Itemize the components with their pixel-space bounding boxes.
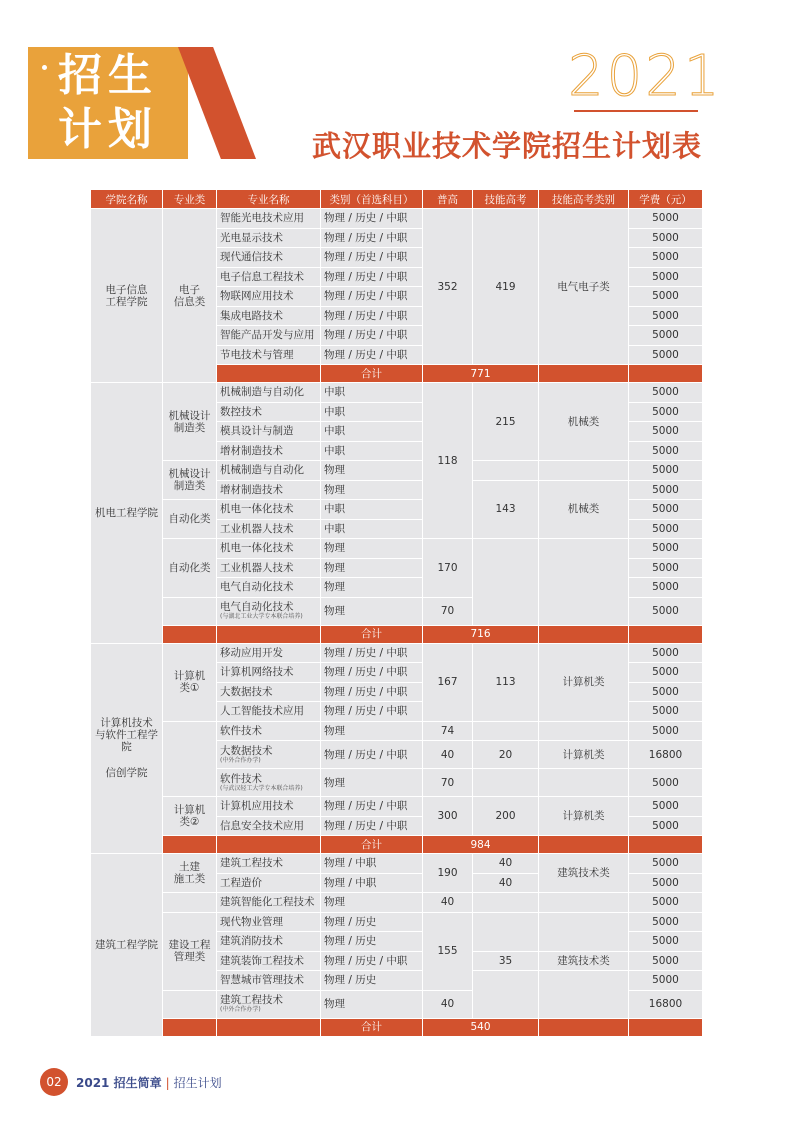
type-cell: 中职 (321, 383, 423, 403)
type-cell: 物理 / 历史 / 中职 (321, 326, 423, 346)
general-quota-cell: 167 (423, 643, 473, 721)
fee-cell: 5000 (629, 682, 703, 702)
empty-cell (539, 836, 629, 854)
general-quota-cell: 170 (423, 539, 473, 598)
table-header-row (91, 190, 703, 209)
fee-cell: 5000 (629, 721, 703, 741)
major-cell (217, 769, 321, 797)
major-cell: 现代通信技术 (217, 248, 321, 268)
general-quota-cell: 352 (423, 209, 473, 365)
subtotal-label: 合计 (321, 625, 423, 643)
fee-cell: 5000 (629, 597, 703, 625)
empty-cell (163, 625, 217, 643)
type-cell: 中职 (321, 500, 423, 520)
enrollment-plan-table (90, 189, 703, 1037)
general-quota-cell: 40 (423, 990, 473, 1018)
empty-cell (539, 721, 629, 741)
subtotal-label: 合计 (321, 1018, 423, 1036)
empty-cell (629, 365, 703, 383)
major-cell: 信息安全技术应用 (217, 816, 321, 836)
fee-cell: 5000 (629, 209, 703, 229)
empty-cell (163, 990, 217, 1018)
major-cell: 现代物业管理 (217, 912, 321, 932)
major-cell: 集成电路技术 (217, 306, 321, 326)
empty-cell (539, 893, 629, 913)
empty-cell (163, 597, 217, 625)
type-cell: 物理 (321, 539, 423, 559)
type-cell: 物理 / 历史 / 中职 (321, 287, 423, 307)
category-cell: 机械设计 制造类 (163, 383, 217, 461)
major-cell: 电气自动化技术 (217, 578, 321, 598)
type-cell: 物理 / 历史 / 中职 (321, 816, 423, 836)
general-quota-cell: 155 (423, 912, 473, 990)
empty-cell (163, 721, 217, 797)
fee-cell: 5000 (629, 383, 703, 403)
type-cell: 物理 (321, 558, 423, 578)
category-cell: 电子 信息类 (163, 209, 217, 383)
major-cell: 智能光电技术应用 (217, 209, 321, 229)
category-cell: 土建 施工类 (163, 854, 217, 893)
major-cell: 模具设计与制造 (217, 422, 321, 442)
table-row (91, 209, 703, 229)
type-cell: 中职 (321, 402, 423, 422)
major-cell: 建筑消防技术 (217, 932, 321, 952)
empty-cell (163, 836, 217, 854)
major-cell: 工业机器人技术 (217, 558, 321, 578)
category-cell: 机械设计 制造类 (163, 461, 217, 500)
empty-cell (539, 912, 629, 951)
type-cell: 物理 / 历史 / 中职 (321, 663, 423, 683)
banner-line1: 招生 (58, 50, 158, 101)
table-row (91, 721, 703, 741)
major-cell: 节电技术与管理 (217, 345, 321, 365)
college-name-secondary: 信创学院 (105, 767, 148, 780)
section-banner (28, 47, 228, 159)
empty-cell (539, 1018, 629, 1036)
type-cell: 物理 / 历史 / 中职 (321, 741, 423, 769)
banner-text (58, 49, 188, 157)
major-cell (217, 597, 321, 625)
skills-quota-cell: 143 (473, 480, 539, 539)
category-cell: 自动化类 (163, 500, 217, 539)
fee-cell: 5000 (629, 971, 703, 991)
fee-cell: 5000 (629, 932, 703, 952)
empty-cell (217, 365, 321, 383)
college-cell (91, 643, 163, 854)
general-quota-cell: 70 (423, 769, 473, 797)
empty-cell (473, 539, 539, 626)
type-cell: 物理 / 历史 / 中职 (321, 345, 423, 365)
footer-caption (76, 1074, 222, 1091)
fee-cell: 5000 (629, 422, 703, 442)
type-cell: 物理 / 历史 / 中职 (321, 797, 423, 817)
empty-cell (163, 1018, 217, 1036)
major-cell: 电子信息工程技术 (217, 267, 321, 287)
college-cell: 建筑工程学院 (91, 854, 163, 1037)
type-cell: 物理 (321, 893, 423, 913)
empty-cell (629, 836, 703, 854)
banner-red-stripe (178, 47, 256, 159)
college-cell: 电子信息 工程学院 (91, 209, 163, 383)
fee-cell: 5000 (629, 345, 703, 365)
major-cell: 光电显示技术 (217, 228, 321, 248)
major-cell: 增材制造技术 (217, 441, 321, 461)
major-name: 电气自动化技术 (220, 601, 294, 613)
skills-quota-cell: 35 (473, 951, 539, 971)
fee-cell: 5000 (629, 797, 703, 817)
major-cell: 增材制造技术 (217, 480, 321, 500)
major-cell: 物联网应用技术 (217, 287, 321, 307)
skills-type-cell: 计算机类 (539, 797, 629, 836)
fee-cell: 5000 (629, 873, 703, 893)
header-skills-exam-type: 技能高考类别 (539, 190, 629, 209)
type-cell: 物理 / 历史 / 中职 (321, 702, 423, 722)
skills-type-cell: 建筑技术类 (539, 854, 629, 893)
type-cell: 物理 / 历史 (321, 932, 423, 952)
type-cell: 中职 (321, 422, 423, 442)
general-quota-cell: 190 (423, 854, 473, 893)
type-cell: 物理 (321, 578, 423, 598)
empty-cell (217, 625, 321, 643)
empty-cell (473, 461, 539, 481)
empty-cell (473, 893, 539, 913)
empty-cell (539, 769, 629, 797)
major-cell: 数控技术 (217, 402, 321, 422)
general-quota-cell: 300 (423, 797, 473, 836)
major-note: (与武汉轻工大学专本联合培养) (220, 784, 303, 792)
footer-section: 招生计划 (173, 1076, 222, 1090)
fee-cell: 5000 (629, 267, 703, 287)
empty-cell (539, 539, 629, 626)
fee-cell: 5000 (629, 578, 703, 598)
skills-type-cell: 计算机类 (539, 643, 629, 721)
type-cell: 物理 (321, 597, 423, 625)
fee-cell: 5000 (629, 480, 703, 500)
type-cell: 物理 / 历史 / 中职 (321, 248, 423, 268)
table-row (91, 854, 703, 874)
type-cell: 物理 / 中职 (321, 854, 423, 874)
fee-cell: 5000 (629, 816, 703, 836)
fee-cell: 16800 (629, 990, 703, 1018)
empty-cell (473, 912, 539, 951)
fee-cell: 5000 (629, 519, 703, 539)
major-cell: 移动应用开发 (217, 643, 321, 663)
fee-cell: 5000 (629, 643, 703, 663)
major-cell: 计算机应用技术 (217, 797, 321, 817)
subtotal-row (91, 836, 703, 854)
subtotal-row (91, 1018, 703, 1036)
major-cell: 工业机器人技术 (217, 519, 321, 539)
major-cell: 智慧城市管理技术 (217, 971, 321, 991)
subtotal-row (91, 625, 703, 643)
type-cell: 物理 / 历史 / 中职 (321, 682, 423, 702)
empty-cell (473, 721, 539, 741)
empty-cell (629, 1018, 703, 1036)
header-tuition: 学费（元） (629, 190, 703, 209)
major-name: 软件技术 (220, 772, 262, 785)
header-major: 专业名称 (217, 190, 321, 209)
skills-type-cell: 机械类 (539, 383, 629, 461)
header-college: 学院名称 (91, 190, 163, 209)
table-row (91, 383, 703, 403)
type-cell: 物理 (321, 461, 423, 481)
subtotal-value: 540 (423, 1018, 539, 1036)
empty-cell (539, 365, 629, 383)
fee-cell: 5000 (629, 912, 703, 932)
general-quota-cell: 118 (423, 383, 473, 539)
header-subject-type: 类别（首选科目） (321, 190, 423, 209)
fee-cell: 5000 (629, 248, 703, 268)
category-cell: 自动化类 (163, 539, 217, 598)
major-note: (与湖北工业大学专本联合培养) (220, 613, 303, 620)
category-cell: 计算机 类② (163, 797, 217, 836)
major-note: (中外合作办学) (220, 1006, 261, 1013)
fee-cell: 5000 (629, 539, 703, 559)
major-cell: 建筑工程技术 (217, 854, 321, 874)
fee-cell: 5000 (629, 893, 703, 913)
general-quota-cell: 70 (423, 597, 473, 625)
major-name: 建筑工程技术 (220, 994, 283, 1006)
skills-quota-cell: 20 (473, 741, 539, 769)
type-cell: 物理 / 中职 (321, 873, 423, 893)
empty-cell (539, 461, 629, 481)
skills-quota-cell: 419 (473, 209, 539, 365)
fee-cell: 5000 (629, 663, 703, 683)
subtotal-value: 984 (423, 836, 539, 854)
skills-type-cell: 机械类 (539, 480, 629, 539)
banner-bullet (42, 65, 47, 70)
type-cell: 物理 (321, 769, 423, 797)
skills-quota-cell: 215 (473, 383, 539, 461)
major-cell: 人工智能技术应用 (217, 702, 321, 722)
type-cell: 物理 (321, 480, 423, 500)
general-quota-cell: 40 (423, 741, 473, 769)
header-category: 专业类 (163, 190, 217, 209)
college-name: 计算机技术 与软件工程学院 (95, 717, 158, 754)
footer-brochure: 2021 招生简章 (76, 1076, 162, 1090)
table-row (91, 461, 703, 481)
header-general-high-school: 普高 (423, 190, 473, 209)
year-heading: 2021 (568, 44, 723, 109)
major-cell: 建筑装饰工程技术 (217, 951, 321, 971)
fee-cell: 5000 (629, 228, 703, 248)
fee-cell: 5000 (629, 854, 703, 874)
major-note: (中外合作办学) (220, 756, 261, 764)
skills-type-cell: 建筑技术类 (539, 951, 629, 971)
fee-cell: 5000 (629, 951, 703, 971)
type-cell: 物理 / 历史 / 中职 (321, 643, 423, 663)
table-row (91, 912, 703, 932)
subtotal-value: 771 (423, 365, 539, 383)
table-row (91, 893, 703, 913)
type-cell: 物理 / 历史 (321, 971, 423, 991)
fee-cell: 5000 (629, 558, 703, 578)
type-cell: 物理 / 历史 / 中职 (321, 228, 423, 248)
major-cell: 机械制造与自动化 (217, 461, 321, 481)
fee-cell: 5000 (629, 769, 703, 797)
fee-cell: 5000 (629, 306, 703, 326)
type-cell: 物理 (321, 721, 423, 741)
fee-cell: 16800 (629, 741, 703, 769)
fee-cell: 5000 (629, 500, 703, 520)
fee-cell: 5000 (629, 461, 703, 481)
college-cell: 机电工程学院 (91, 383, 163, 644)
subtotal-value: 716 (423, 625, 539, 643)
header-skills-exam: 技能高考 (473, 190, 539, 209)
fee-cell: 5000 (629, 402, 703, 422)
fee-cell: 5000 (629, 326, 703, 346)
category-cell: 建设工程 管理类 (163, 912, 217, 990)
major-cell (217, 741, 321, 769)
fee-cell: 5000 (629, 441, 703, 461)
skills-type-cell: 计算机类 (539, 741, 629, 769)
major-cell (217, 990, 321, 1018)
empty-cell (629, 625, 703, 643)
major-cell: 建筑智能化工程技术 (217, 893, 321, 913)
major-cell: 机械制造与自动化 (217, 383, 321, 403)
empty-cell (473, 971, 539, 1019)
page-title: 武汉职业技术学院招生计划表 (311, 129, 702, 163)
empty-cell (539, 625, 629, 643)
major-cell: 机电一体化技术 (217, 500, 321, 520)
major-name: 大数据技术 (220, 744, 273, 757)
type-cell: 中职 (321, 519, 423, 539)
skills-type-cell: 电气电子类 (539, 209, 629, 365)
major-cell: 软件技术 (217, 721, 321, 741)
general-quota-cell: 40 (423, 893, 473, 913)
type-cell: 物理 / 历史 / 中职 (321, 951, 423, 971)
skills-quota-cell: 40 (473, 873, 539, 893)
category-cell: 计算机 类① (163, 643, 217, 721)
empty-cell (539, 971, 629, 1019)
empty-cell (163, 893, 217, 913)
page-number: 02 (40, 1068, 68, 1096)
table-row (91, 539, 703, 559)
type-cell: 物理 / 历史 (321, 912, 423, 932)
type-cell: 物理 (321, 990, 423, 1018)
type-cell: 物理 / 历史 / 中职 (321, 209, 423, 229)
table-row (91, 797, 703, 817)
type-cell: 物理 / 历史 / 中职 (321, 267, 423, 287)
type-cell: 物理 / 历史 / 中职 (321, 306, 423, 326)
fee-cell: 5000 (629, 287, 703, 307)
year-underline (574, 110, 698, 112)
subtotal-label: 合计 (321, 836, 423, 854)
empty-cell (473, 769, 539, 797)
table-row (91, 643, 703, 663)
fee-cell: 5000 (629, 702, 703, 722)
empty-cell (217, 1018, 321, 1036)
footer-separator: | (165, 1076, 170, 1090)
general-quota-cell: 74 (423, 721, 473, 741)
banner-line2: 计划 (58, 104, 158, 155)
major-cell: 机电一体化技术 (217, 539, 321, 559)
subtotal-label: 合计 (321, 365, 423, 383)
major-cell: 大数据技术 (217, 682, 321, 702)
skills-quota-cell: 40 (473, 854, 539, 874)
major-cell: 智能产品开发与应用 (217, 326, 321, 346)
empty-cell (217, 836, 321, 854)
skills-quota-cell: 113 (473, 643, 539, 721)
major-cell: 工程造价 (217, 873, 321, 893)
major-cell: 计算机网络技术 (217, 663, 321, 683)
type-cell: 中职 (321, 441, 423, 461)
skills-quota-cell: 200 (473, 797, 539, 836)
